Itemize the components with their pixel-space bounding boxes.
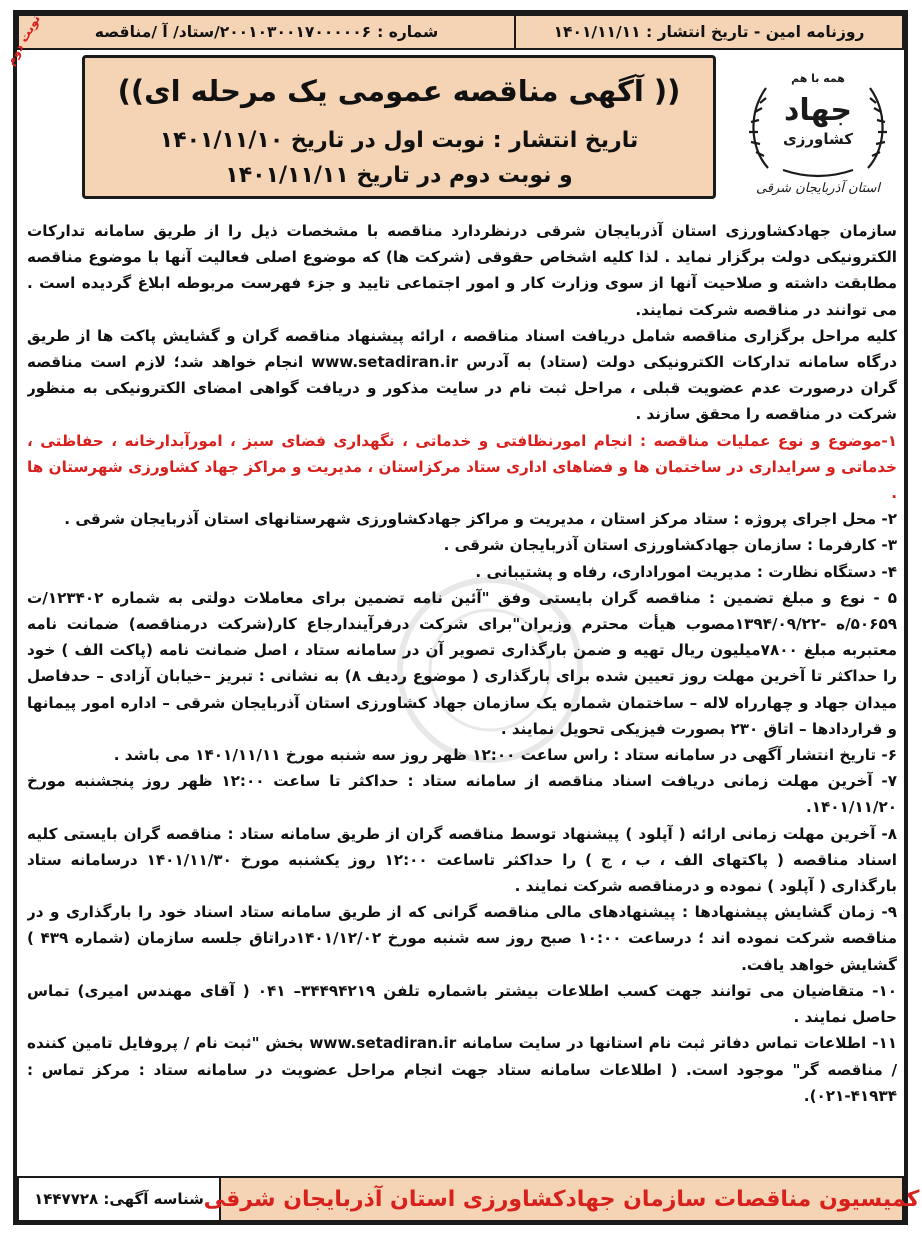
publish-date-first: تاریخ انتشار : نوبت اول در تاریخ ۱۴۰۱/۱۱/۱۰ [159, 128, 639, 153]
item-9-opening-time: ۹- زمان گشایش پیشنهادها : پیشنهادهای مالی مناقصه گرانی که از طریق سامانه ستاد اسناد خود را بارگذاری و در مناقصه شرکت نموده اند ؛ درساعت ۱۰:۰۰ صبح روز سه شنبه مورخ ۱۴۰۱/۱۲/۰۲دراتاق جلسه سازمان (شماره ۴۳۹ ) گشایش خواهد یافت. [27, 903, 897, 974]
number-label: شماره : [377, 23, 439, 41]
item-1-subject: ۱-موضوع و نوع عملیات مناقصه : انجام امورنظافتی و خدماتی ، نگهداری فضای سبز ، امورآبدارخانه ، حفاظتی ، خدماتی و سرایداری در ساختمان ها و فضاهای اداری ستاد مرکزاستان ، مدیریت و مراکز جهاد کشاورزی شهرستان ها . [27, 431, 897, 503]
ad-body [27, 218, 897, 1156]
item-3-employer: ۳- کارفرما : سازمان جهادکشاورزی استان آذربایجان شرقی . [443, 536, 897, 555]
jahad-keshavarzi-logo [728, 58, 908, 198]
item-6-publish-date: ۶- تاریخ انتشار آگهی در سامانه ستاد : راس ساعت ۱۲:۰۰ ظهر روز سه شنبه مورخ ۱۴۰۱/۱۱/۱۱ می باشد . [113, 746, 897, 765]
logo-top-text: همه با هم [791, 72, 845, 85]
item-7-document-deadline: ۷- آخرین مهلت زمانی دریافت اسناد مناقصه از سامانه ستاد : حداکثر تا ساعت ۱۲:۰۰ ظهر روز پنجشنبه مورخ ۱۴۰۱/۱۱/۲۰. [27, 772, 897, 817]
header-bar [17, 14, 904, 50]
intro-paragraph: سازمان جهادکشاورزی استان آذربایجان شرقی درنظردارد مناقصه با مشخصات ذیل را از طریق سامانه تدارکات الکترونیکی دولت برگزار نماید . لذا کلیه اشخاص حقوقی (شرکت ها) که موضوع اصلی فعالیت آنها با موضوع مناقصه مطابقت داشته و صلاحیت آنها از سوی وزارت کار و امور اجتماعی تایید و جزء فهرست مربوطه ابلاغ گردیده است . می توانند در مناقصه شرکت نمایند. [27, 222, 897, 319]
announcement-title-box [82, 55, 716, 199]
stages-paragraph: کلیه مراحل برگزاری مناقصه شامل دریافت اسناد مناقصه ، ارائه پیشنهاد مناقصه گران و گشایش پاکت ها از طریق درگاه سامانه تدارکات الکترونیکی دولت (ستاد) به آدرس www.setadiran.ir انجام خواهد شد؛ لازم است مناقصه گران درصورت عدم عضویت قبلی ، مراحل ثبت نام در سایت مذکور و دریافت گواهی امضای الکترونیکی به منظور شرکت در مناقصه را محقق سازند . [27, 326, 897, 424]
ad-id: شناسه آگهی: ۱۴۴۷۷۲۸ [17, 1176, 219, 1222]
item-10-contact: ۱۰- متقاضیان می توانند جهت کسب اطلاعات بیشتر باشماره تلفن ۳۴۴۹۴۲۱۹– ۰۴۱ ( آقای مهندس امیری) تماس حاصل نمایند . [27, 981, 897, 1027]
logo-caption: استان آذربایجان شرقی [755, 181, 881, 196]
ad-number-box [17, 14, 514, 50]
second-print-stamp: نوبت دوم [2, 12, 44, 68]
logo-word-keshavarzi: کشاورزی [783, 130, 853, 148]
publish-date-second: و نوبت دوم در تاریخ ۱۴۰۱/۱۱/۱۱ [225, 163, 573, 188]
footer-bar [17, 1176, 920, 1222]
paper-and-date-label: روزنامه امین - تاریخ انتشار : ۱۴۰۱/۱۱/۱۱ [514, 14, 904, 50]
item-5-guarantee: ۵ - نوع و مبلغ تضمین : مناقصه گران بایستی وفق "آئین نامه تضمین برای معاملات دولتی به شماره ۱۲۳۴۰۲/ت ۵۰۶۵۹/ه -۱۳۹۴/۰۹/۲۲مصوب هیأت محترم وزیران"برای شرکت درفرآیندارجاع کار(شرکت درمناقصه) ضمانت نامه معتبربه مبلغ ۷۸۰۰میلیون ریال تهیه و ضمن بارگذاری تصویر آن در سامانه ستاد ، اصل ضمانت نامه (پاکت الف ) خود را حداکثر تا آخرین مهلت روز تعیین شده برای بارگذاری ( موضوع ردیف ۸) به نشانی : تبریز –خیابان آزادی – حدفاصل میدان جهاد و چهارراه لاله – ساختمان شماره یک سازمان جهاد کشاورزی استان آذربایجان شرقی – اداره امور پیمانها و قراردادها – اتاق ۲۳۰ بصورت فیزیکی تحویل نمایند . [27, 588, 897, 738]
item-8-upload-deadline: ۸- آخرین مهلت زمانی ارائه ( آپلود ) پیشنهاد توسط مناقصه گران از طریق سامانه ستاد : مناقصه گران بایستی کلیه اسناد مناقصه ( پاکتهای الف ، ب ، ج ) را حداکثر تاساعت ۱۲:۰۰ روز یکشنبه مورخ ۱۴۰۱/۱۱/۳۰ درسامانه ستاد بارگذاری ( آپلود ) نموده و درمناقصه شرکت نمایند . [27, 824, 897, 896]
logo-word-jahad: جهاد [783, 93, 853, 128]
announcement-title: (( آگهی مناقصه عمومی یک مرحله ای)) [117, 74, 681, 108]
number-value: ۲۰۰۱۰۳۰۰۱۷۰۰۰۰۰۶/ستاد/ آ /مناقصه [94, 23, 372, 41]
item-11-registration-info: ۱۱- اطلاعات تماس دفاتر ثبت نام استانها در سایت سامانه www.setadiran.ir بخش "ثبت نام / پروفایل تامین کننده / مناقصه گر" موجود است. ( اطلاعات سامانه ستاد جهت انجام مراحل عضویت در سامانه ستاد : مرکز تماس : ۴۱۹۳۴-۰۲۱). [27, 1034, 897, 1105]
item-4-supervision: ۴- دستگاه نظارت : مدیریت اموراداری، رفاه و پشتیبانی . [475, 562, 897, 581]
commission-name: کمیسیون مناقصات سازمان جهادکشاورزی استان آذربایجان شرقی [219, 1176, 904, 1222]
item-2-location: ۲- محل اجرای پروژه : ستاد مرکز استان ، مدیریت و مراکز جهادکشاورزی شهرستانهای استان آذربایجان شرقی . [64, 510, 897, 529]
